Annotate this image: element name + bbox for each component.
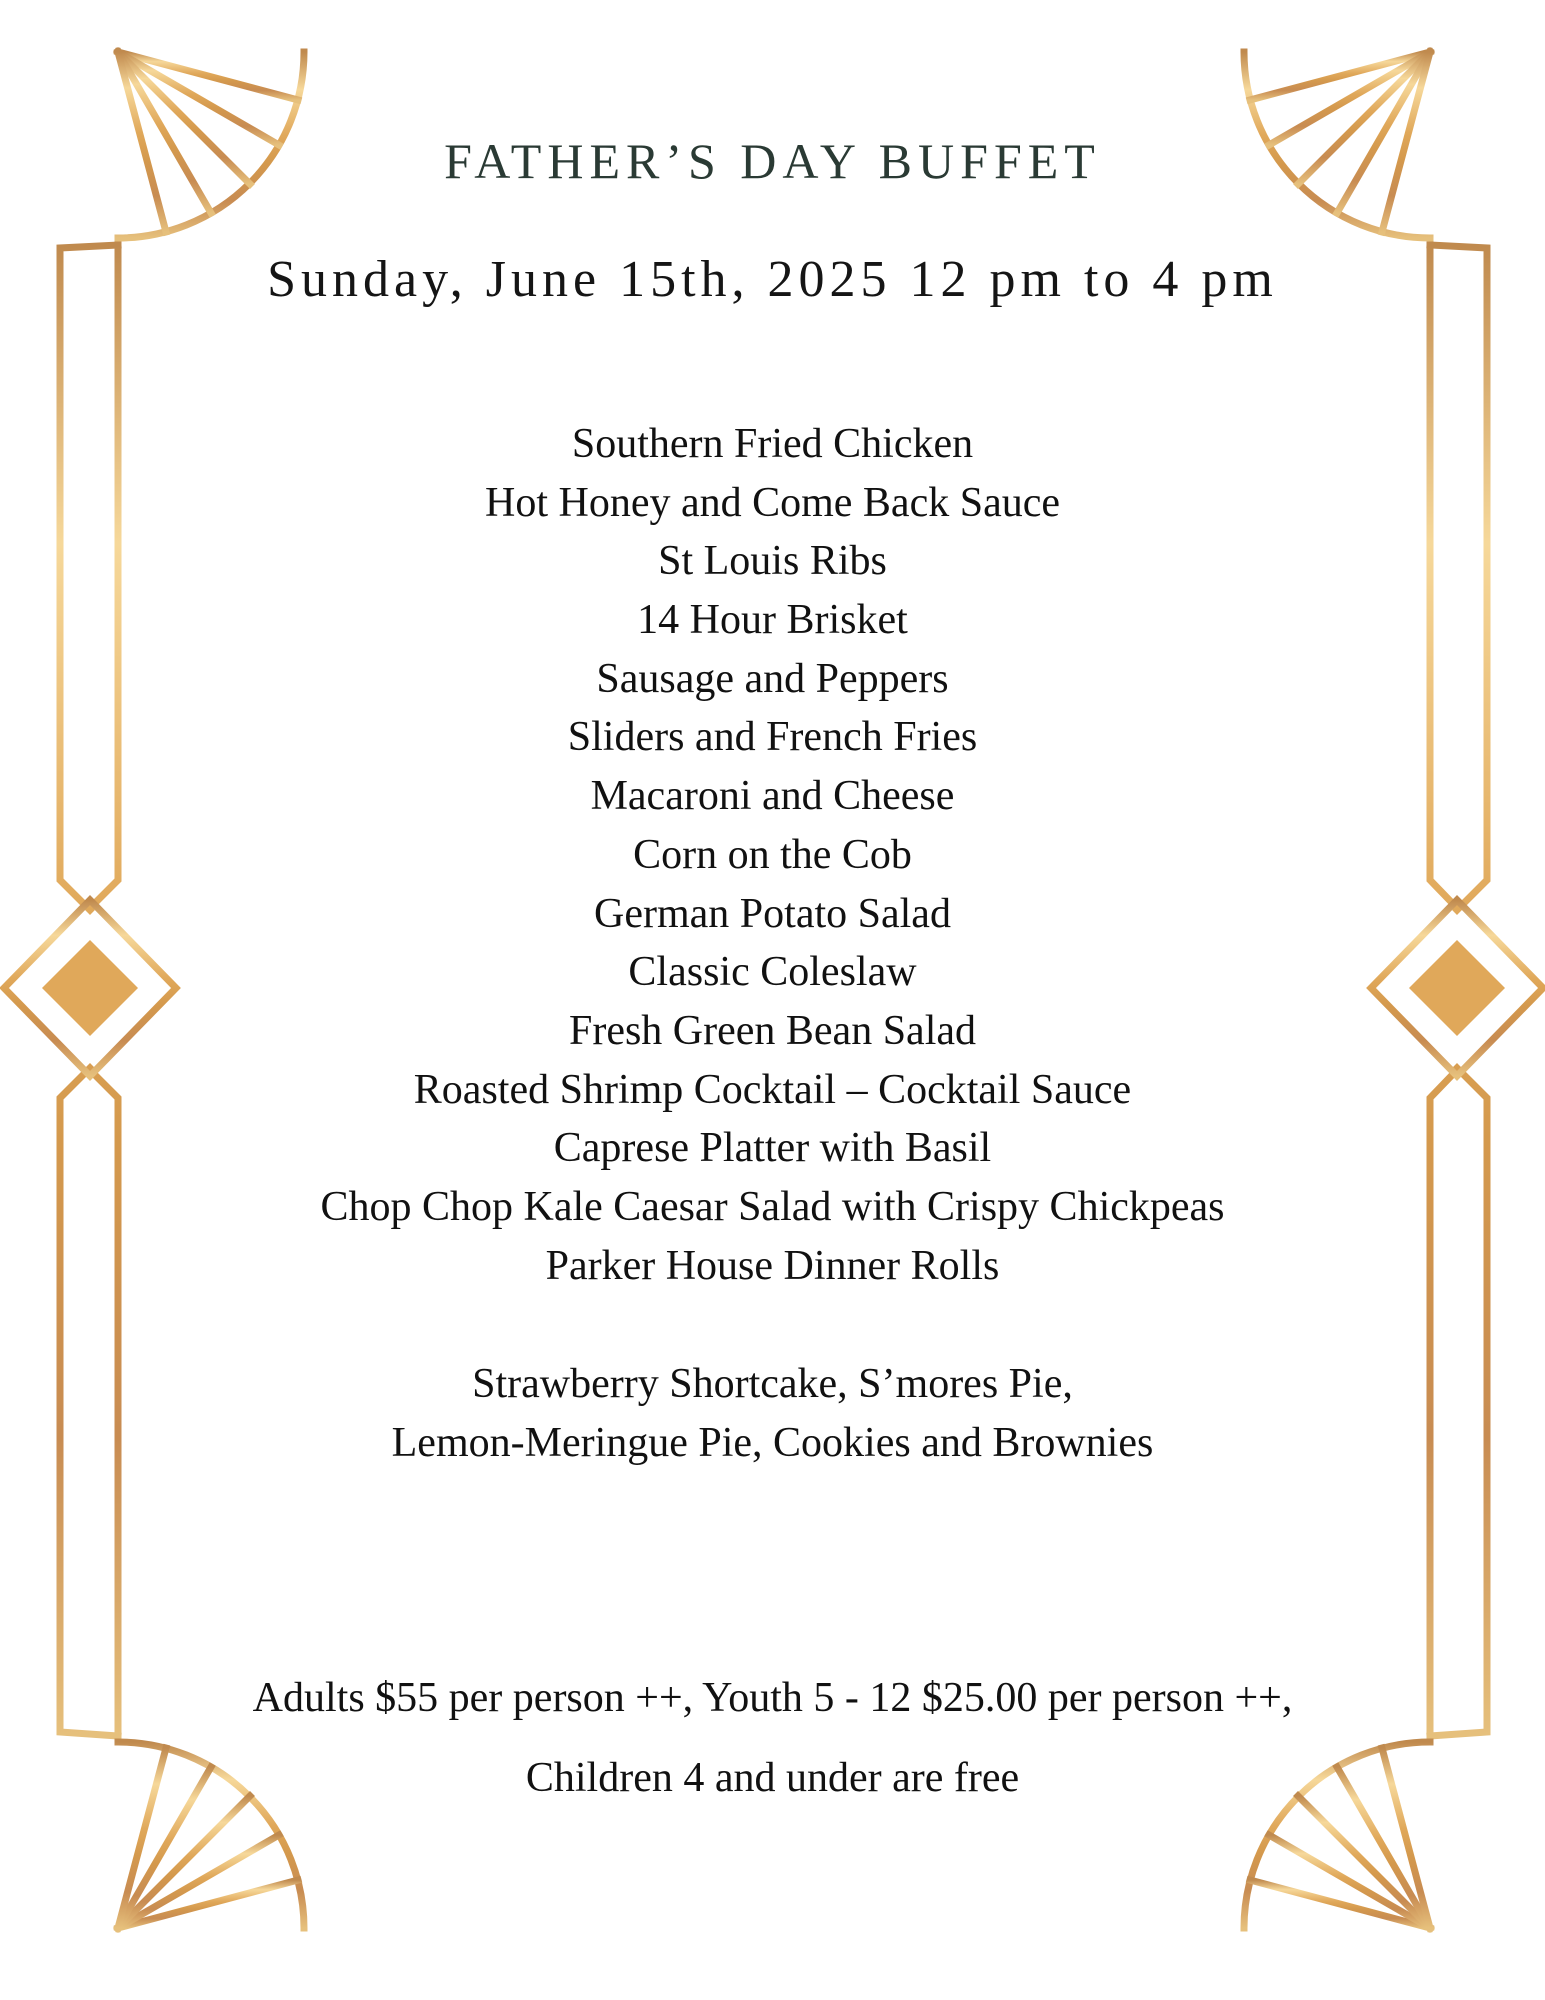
menu-item: Fresh Green Bean Salad <box>568 1007 977 1054</box>
menu-item: Hot Honey and Come Back Sauce <box>484 479 1061 526</box>
menu-item: Parker House Dinner Rolls <box>545 1242 1000 1289</box>
event-date-time: Sunday, June 15th, 2025 12 pm to 4 pm <box>267 251 1278 308</box>
menu-item: St Louis Ribs <box>658 538 887 585</box>
menu-item: Sliders and French Fries <box>567 714 978 761</box>
menu-item: Macaroni and Cheese <box>590 773 955 820</box>
desserts-line: Strawberry Shortcake, S’mores Pie, <box>472 1361 1073 1407</box>
pricing-section <box>0 1658 1545 1818</box>
pricing-line: Adults $55 per person ++, Youth 5 - 12 $25.00 per person ++, <box>252 1675 1293 1721</box>
pricing-line: Children 4 and under are free <box>525 1755 1020 1801</box>
menu-item: Roasted Shrimp Cocktail – Cocktail Sauce <box>413 1066 1132 1113</box>
menu-item: German Potato Salad <box>594 890 951 937</box>
menu-item: Corn on the Cob <box>633 831 912 878</box>
menu-item: Chop Chop Kale Caesar Salad with Crispy Chickpeas <box>320 1183 1225 1230</box>
menu-item: Classic Coleslaw <box>628 949 917 996</box>
menu-title: FATHER’S DAY BUFFET <box>444 133 1101 189</box>
desserts-section <box>0 1355 1545 1472</box>
menu-item: Southern Fried Chicken <box>571 421 974 467</box>
desserts-line: Lemon-Meringue Pie, Cookies and Brownies <box>391 1419 1154 1466</box>
menu-item: 14 Hour Brisket <box>637 597 908 644</box>
menu-item: Caprese Platter with Basil <box>553 1125 992 1172</box>
menu-item: Sausage and Peppers <box>596 655 949 702</box>
buffet-menu-list <box>0 415 1545 1295</box>
